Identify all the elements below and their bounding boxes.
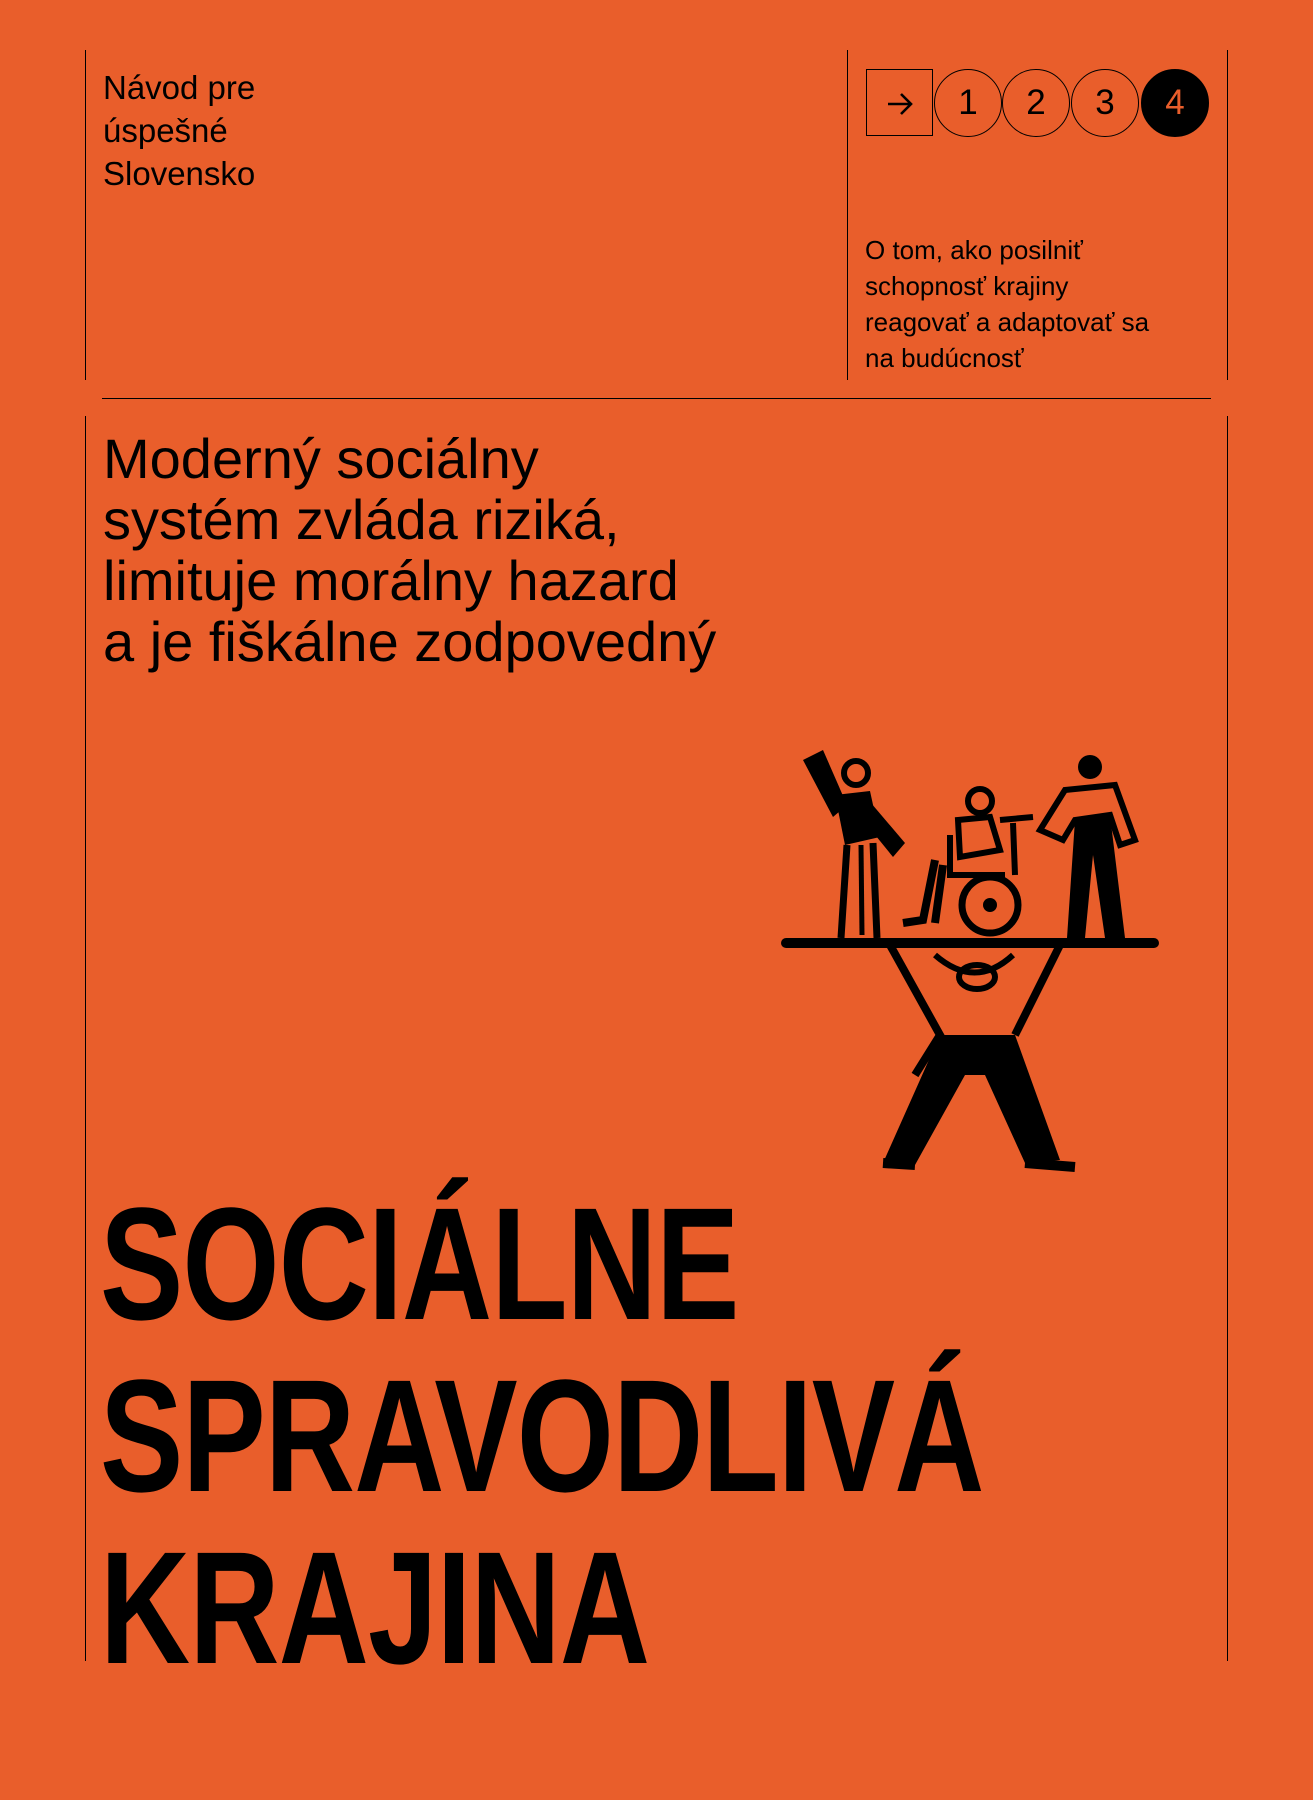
frame-left-top-line xyxy=(85,50,86,380)
lead-text xyxy=(103,428,716,672)
chapter-2-button[interactable]: 2 xyxy=(1002,69,1070,137)
lead-line: a je fiškálne zodpovedný xyxy=(103,610,717,673)
frame-divider-top-line xyxy=(847,50,848,380)
subtitle-line: O tom, ako posilniť xyxy=(865,235,1083,265)
chapter-4-button[interactable]: 4 xyxy=(1141,69,1209,137)
main-title-line: SPRAVODLIVÁ xyxy=(100,1346,984,1525)
series-title-line: úspešné xyxy=(103,112,228,149)
people-supporting-platform-illustration xyxy=(775,745,1175,1175)
chapter-subtitle xyxy=(865,232,1205,376)
main-title-line: KRAJINA xyxy=(100,1518,650,1697)
frame-left-bottom-line xyxy=(85,416,86,1661)
subtitle-line: schopnosť krajiny xyxy=(865,271,1069,301)
chapter-3-button[interactable]: 3 xyxy=(1071,69,1139,137)
lead-line: limituje morálny hazard xyxy=(103,549,679,612)
series-title xyxy=(103,66,255,195)
main-title xyxy=(100,1174,984,1697)
frame-horizontal-divider xyxy=(102,398,1211,399)
series-title-line: Návod pre xyxy=(103,69,256,106)
lead-line: Moderný sociálny xyxy=(103,427,539,490)
subtitle-line: na budúcnosť xyxy=(865,343,1024,373)
main-title-line: SOCIÁLNE xyxy=(100,1174,739,1353)
next-arrow-button[interactable] xyxy=(866,69,933,136)
series-title-line: Slovensko xyxy=(103,155,256,192)
frame-right-bottom-line xyxy=(1227,416,1228,1661)
subtitle-line: reagovať a adaptovať sa xyxy=(865,307,1150,337)
lead-line: systém zvláda riziká, xyxy=(103,488,620,551)
frame-right-top-line xyxy=(1227,50,1228,380)
chapter-1-button[interactable]: 1 xyxy=(934,69,1002,137)
arrow-right-icon xyxy=(885,89,915,119)
